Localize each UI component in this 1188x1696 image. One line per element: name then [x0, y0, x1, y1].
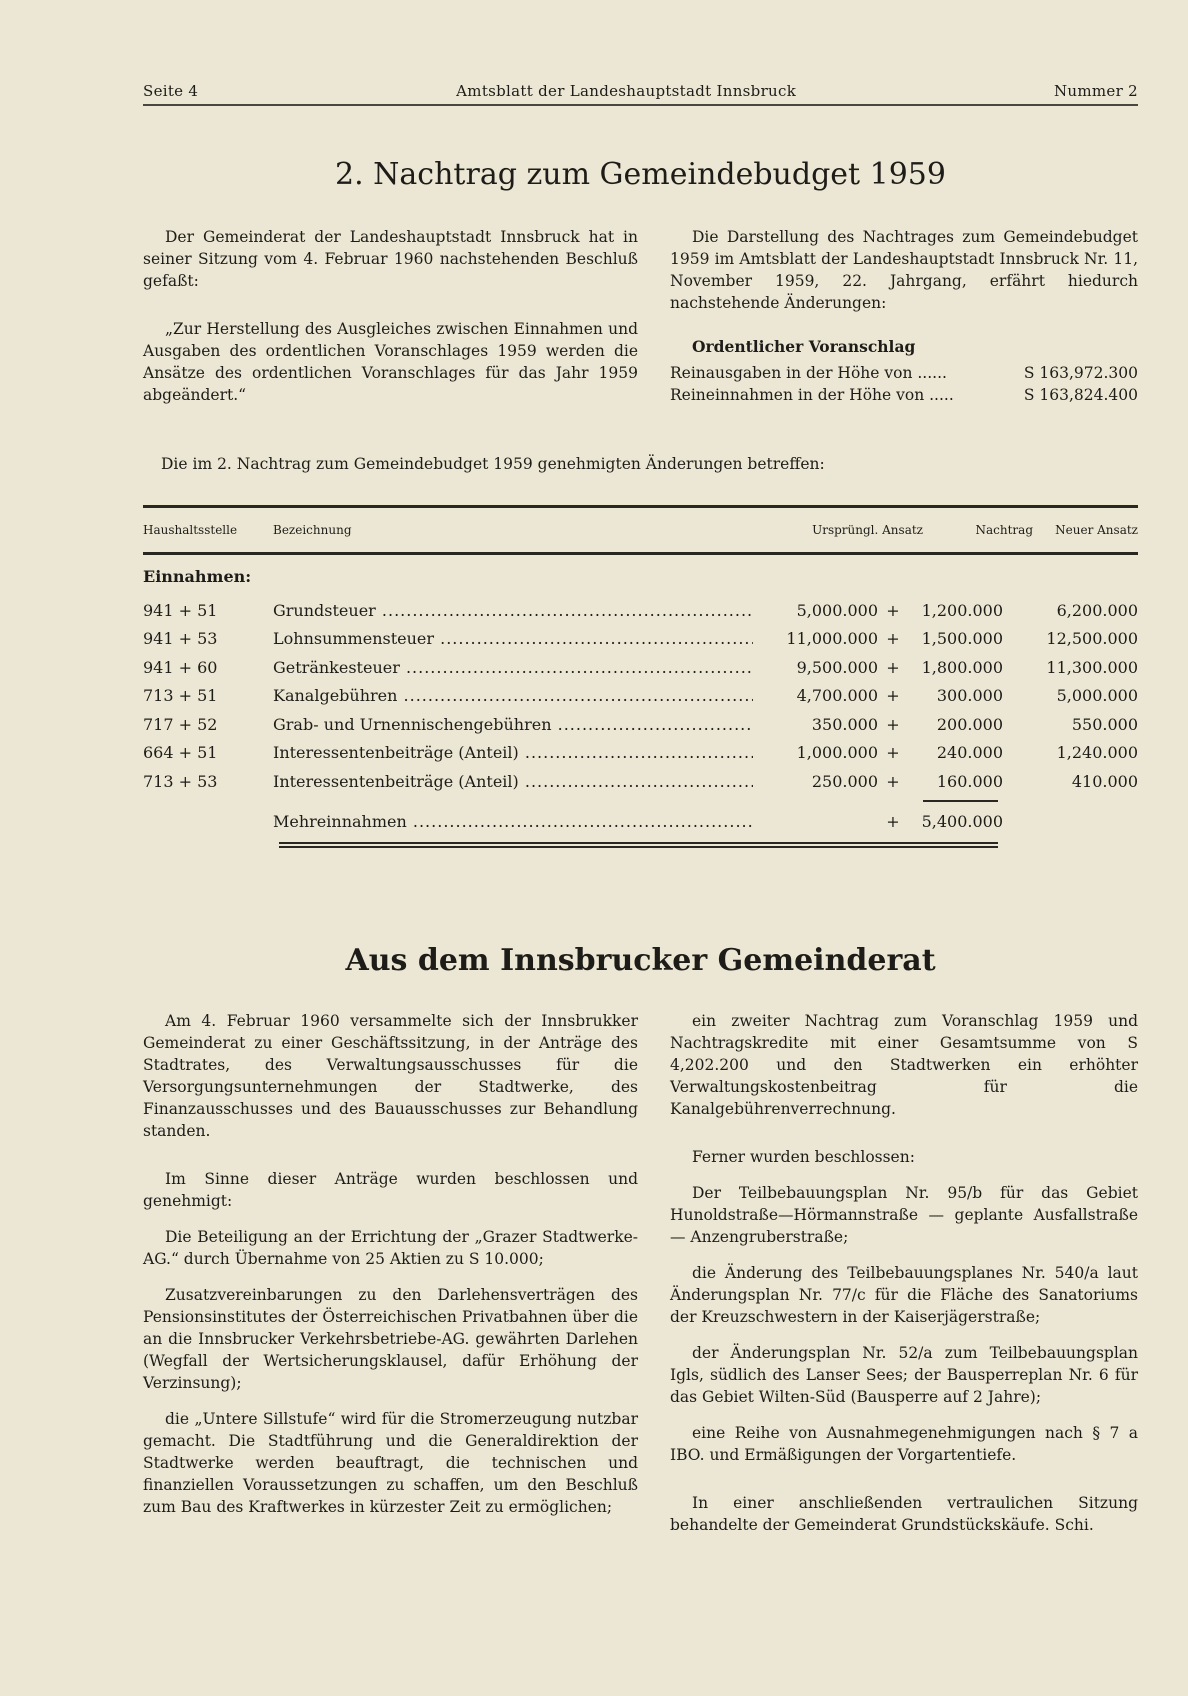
paragraph: die Änderung des Teilbebauungsplanes Nr. 540/a laut Änderungsplan Nr. 77/c für die Fläche des Sanatoriums der Kreuzschwestern in der Kaiserjägerstraße; [670, 1264, 1138, 1326]
paragraph: Der Gemeinderat der Landeshauptstadt Innsbruck hat in seiner Sitzung vom 4. Februar 1960 nachstehenden Beschluß gefaßt: [143, 228, 638, 290]
paragraph: Der Teilbebauungsplan Nr. 95/b für das Gebiet Hunoldstraße—Hörmannstraße — geplante Ausfallstraße — Anzengruberstraße; [670, 1184, 1138, 1246]
cell-bezeichnung: Lohnsummensteuer ..... [273, 629, 753, 648]
cell-sign: + [886, 600, 900, 620]
table-intro: Die im 2. Nachtrag zum Gemeindebudget 1959 genehmigten Änderungen betreffen: [161, 455, 825, 473]
table-header-rule [143, 552, 1138, 555]
paragraph: Ferner wurden beschlossen: [692, 1148, 915, 1166]
cell-neuer-ansatz: 6,200.000 [1056, 600, 1138, 620]
cell-neuer-ansatz: 12,500.000 [1046, 629, 1138, 649]
cell-haushaltsstelle: 717 + 52 [143, 714, 218, 734]
table-row [143, 739, 1138, 768]
cell-neuer-ansatz: 5,000.000 [1056, 686, 1138, 706]
amount-value: S 163,824.400 [1023, 386, 1138, 404]
cell-urspruenglich: 250.000 [811, 771, 878, 791]
budget-table [143, 505, 1138, 848]
amount-value: S 163,972.300 [1023, 364, 1138, 382]
cell-nachtrag: 240.000 [936, 743, 1003, 763]
cell-nachtrag: 160.000 [936, 771, 1003, 791]
table-total-row [143, 808, 1138, 837]
cell-bezeichnung: Getränkesteuer ..... [273, 658, 753, 677]
cell-haushaltsstelle: 713 + 53 [143, 771, 218, 791]
publication-title: Amtsblatt der Landeshauptstadt Innsbruck [456, 82, 797, 100]
paragraph: die „Untere Sillstufe“ wird für die Stromerzeugung nutzbar gemacht. Die Stadtführung und die Generaldirektion der Stadtwerke werden beauftragt, die technischen und finanziellen Voraussetzungen zu schaffen, um den Beschluß zum Bau des Kraftwerkes in kürzester Zeit zu ermöglichen; [143, 1410, 638, 1516]
cell-bezeichnung: Interessentenbeiträge (Anteil) ..... [273, 772, 753, 791]
column-header: Neuer Ansatz [1055, 523, 1138, 537]
cell-neuer-ansatz: 1,240.000 [1056, 743, 1138, 763]
article2-right-column [670, 1010, 1138, 1550]
cell-nachtrag: 1,200.000 [921, 600, 1003, 620]
paragraph: der Änderungsplan Nr. 52/a zum Teilbebauungsplan Igls, südlich des Lanser Sees; der Bausperreplan Nr. 6 für das Gebiet Wilten-Süd (Bausperre auf 2 Jahre); [670, 1344, 1138, 1406]
cell-neuer-ansatz: 11,300.000 [1046, 657, 1138, 677]
paragraph: Die Beteiligung an der Errichtung der „Grazer Stadtwerke-AG.“ durch Übernahme von 25 Aktien zu S 10.000; [143, 1228, 638, 1268]
cell-sign: + [886, 629, 900, 649]
table-section-label: Einnahmen: [143, 567, 252, 586]
running-header [143, 82, 1138, 100]
paragraph: ein zweiter Nachtrag zum Voranschlag 1959 und Nachtragskredite mit einer Gesamtsumme von S 4,202.200 und den Stadtwerken ein erhöhter Verwaltungskostenbeitrag für die Kanalgebührenverrechnung. [670, 1012, 1138, 1118]
amount-row [670, 362, 1138, 384]
amount-label: Reinausgaben in der Höhe von ...... [670, 364, 947, 382]
cell-haushaltsstelle: 941 + 53 [143, 629, 218, 649]
cell-sign: + [886, 812, 900, 832]
column-header: Nachtrag [975, 523, 1033, 537]
cell-bezeichnung: Grab- und Urnennischengebühren ..... [273, 715, 753, 734]
cell-urspruenglich: 11,000.000 [786, 629, 878, 649]
cell-sign: + [886, 657, 900, 677]
paragraph-closing: In einer anschließenden vertraulichen Sitzung behandelte der Gemeinderat Grundstückskäufe. Schi. [670, 1494, 1138, 1534]
cell-total-label: Mehreinnahmen ..... [273, 812, 753, 831]
column-header: Haushaltsstelle [143, 523, 238, 537]
cell-sign: + [886, 743, 900, 763]
cell-sign: + [886, 686, 900, 706]
article-title-budget: 2. Nachtrag zum Gemeindebudget 1959 [335, 157, 946, 192]
cell-urspruenglich: 9,500.000 [796, 657, 878, 677]
table-row [143, 682, 1138, 711]
cell-neuer-ansatz: 410.000 [1071, 771, 1138, 791]
table-row [143, 625, 1138, 654]
cell-nachtrag: 1,500.000 [921, 629, 1003, 649]
issue-number: Nummer 2 [1054, 82, 1138, 100]
cell-haushaltsstelle: 941 + 60 [143, 657, 218, 677]
column-header: Bezeichnung [273, 523, 352, 537]
table-row [143, 767, 1138, 796]
table-header [143, 508, 1138, 552]
cell-sign: + [886, 771, 900, 791]
amount-row [670, 384, 1138, 406]
paragraph: Zusatzvereinbarungen zu den Darlehensverträgen des Pensionsinstitutes der Österreichischen Privatbahnen über die an die Innsbrucker Verkehrsbetriebe-AG. gewährten Darlehen (Wegfall der Wertsicherungsklausel, dafür Erhöhung der Verzinsung); [143, 1286, 638, 1392]
table-row [143, 596, 1138, 625]
cell-nachtrag: 200.000 [936, 714, 1003, 734]
column-header: Ursprüngl. Ansatz [812, 523, 923, 537]
cell-urspruenglich: 350.000 [811, 714, 878, 734]
subheading: Ordentlicher Voranschlag [692, 337, 916, 356]
paragraph: Am 4. Februar 1960 versammelte sich der Innsbrukker Gemeinderat zu einer Geschäftssitzung, in der Anträge des Stadtrates, des Verwaltungsausschusses für die Versorgungsunternehmungen der Stadtwerke, des Finanzausschusses und des Bauausschusses zur Behandlung standen. [143, 1012, 638, 1140]
paragraph: Die Darstellung des Nachtrages zum Gemeindebudget 1959 im Amtsblatt der Landeshauptstadt Innsbruck Nr. 11, November 1959, 22. Jahrgang, erfährt hiedurch nachstehende Änderungen: [670, 228, 1138, 312]
article2-left-column [143, 1010, 638, 1532]
article1-left-column [143, 226, 638, 420]
amount-label: Reineinnahmen in der Höhe von ..... [670, 386, 954, 404]
paragraph-quote: „Zur Herstellung des Ausgleiches zwischen Einnahmen und Ausgaben des ordentlichen Voranschlages 1959 werden die Ansätze des ordentlichen Voranschlages für das Jahr 1959 abgeändert.“ [143, 320, 638, 404]
cell-urspruenglich: 5,000.000 [796, 600, 878, 620]
cell-bezeichnung: Grundsteuer ..... [273, 601, 753, 620]
paragraph: eine Reihe von Ausnahmegenehmigungen nach § 7 a IBO. und Ermäßigungen der Vorgartentiefe. [670, 1424, 1138, 1464]
cell-sign: + [886, 714, 900, 734]
table-row [143, 710, 1138, 739]
paragraph: Im Sinne dieser Anträge wurden beschlossen und genehmigt: [143, 1170, 638, 1210]
article1-right-column [670, 226, 1138, 406]
subtotal-rule [923, 800, 998, 802]
cell-neuer-ansatz: 550.000 [1071, 714, 1138, 734]
page-number: Seite 4 [143, 82, 199, 100]
article-title-council: Aus dem Innsbrucker Gemeinderat [345, 943, 936, 978]
cell-haushaltsstelle: 941 + 51 [143, 600, 218, 620]
cell-urspruenglich: 4,700.000 [796, 686, 878, 706]
cell-nachtrag: 300.000 [936, 686, 1003, 706]
cell-haushaltsstelle: 664 + 51 [143, 743, 218, 763]
cell-haushaltsstelle: 713 + 51 [143, 686, 218, 706]
cell-nachtrag: 1,800.000 [921, 657, 1003, 677]
cell-total-value: 5,400.000 [921, 812, 1003, 832]
cell-urspruenglich: 1,000.000 [796, 743, 878, 763]
total-double-rule [279, 842, 998, 848]
header-rule [143, 104, 1138, 106]
table-row [143, 653, 1138, 682]
cell-bezeichnung: Interessentenbeiträge (Anteil) ..... [273, 743, 753, 762]
cell-bezeichnung: Kanalgebühren ..... [273, 686, 753, 705]
